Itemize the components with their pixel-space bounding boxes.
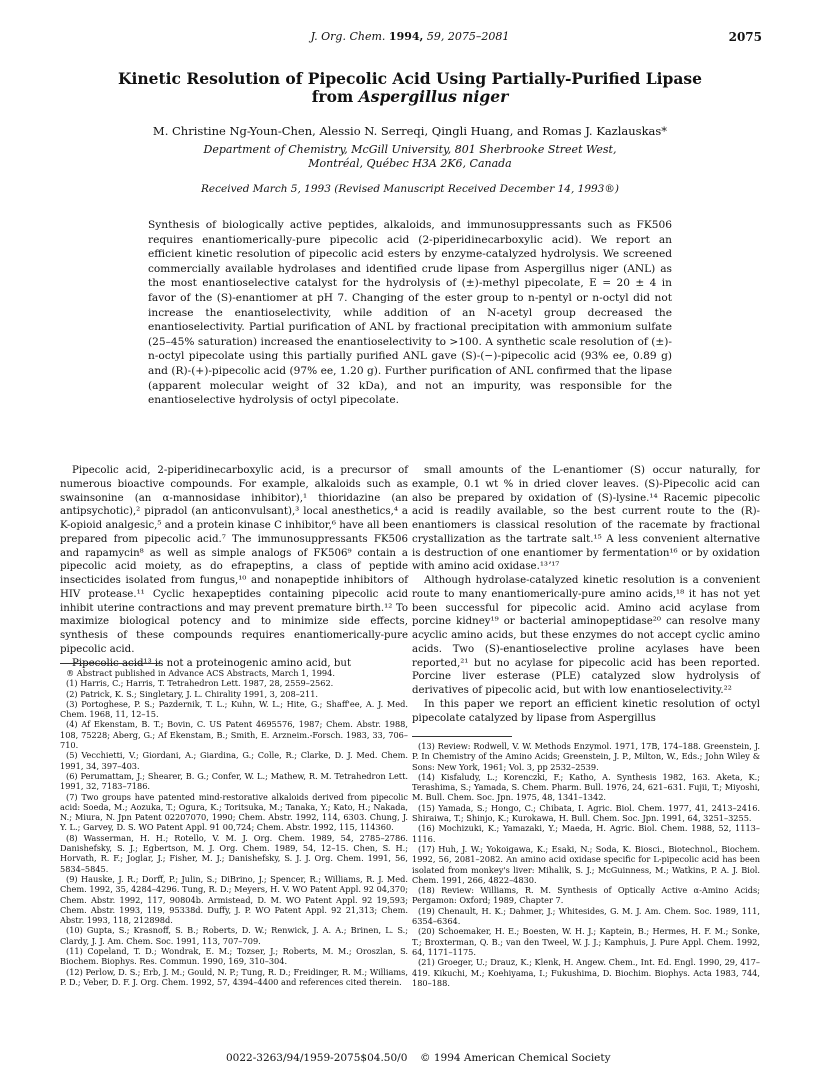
author-list: M. Christine Ng-Youn-Chen, Alessio N. Serreqi, Qingli Huang, and Romas J. Kazlauskas* [152, 124, 668, 138]
footnotes-left [60, 668, 408, 987]
footnote: (6) Perumattam, J.; Shearer, B. G.; Confer, W. L.; Mathew, R. M. Tetrahedron Lett. 1991, 32, 7183–7186. [60, 770, 408, 792]
journal-name: J. Org. Chem. [310, 30, 386, 43]
footnote: (19) Chenault, H. K.; Dahmer, J.; Whitesides, G. M. J. Am. Chem. Soc. 1989, 111, 6354–6364. [412, 905, 760, 927]
footnote: (21) Groeger, U.; Drauz, K.; Klenk, H. Angew. Chem., Int. Ed. Engl. 1990, 29, 417–419. Kikuchi, M.; Koehiyama, I.; Fukushima, D. Biochim. Biophys. Acta 1983, 744, 180–188. [412, 957, 760, 988]
title-line-2 [110, 88, 710, 106]
footnote: (2) Patrick, K. S.; Singletary, J. L. Chirality 1991, 3, 208–211. [66, 688, 319, 699]
affiliation-line-2: Montréal, Québec H3A 2K6, Canada [308, 157, 512, 170]
footnote-rule-right [412, 736, 512, 737]
body-column-left [60, 464, 408, 670]
copyright-notice: © 1994 American Chemical Society [420, 1052, 611, 1064]
received-date: Received March 5, 1993 (Revised Manuscript Received December 14, 1993®) [201, 183, 619, 195]
body-paragraph: Pipecolic acid¹³ is not a proteinogenic amino acid, but [72, 657, 352, 669]
footnote: (14) Kisfaludy, L.; Korenczki, F.; Katho, A. Synthesis 1982, 163. Aketa, K.; Terashima, S.; Yamada, S. Chem. Pharm. Bull. 1976, 24, 621–631. Fujii, T.; Miyoshi, M. Bull. Chem. Soc. Jpn. 1975, 48, 1341–1342. [412, 771, 760, 803]
page-number: 2075 [728, 30, 762, 44]
footnote: (12) Perlow, D. S.; Erb, J. M.; Gould, N. P.; Tung, R. D.; Freidinger, R. M.; Williams, P. D.; Veber, D. F. J. Org. Chem. 1992, 57, 4394–4400 and references cited therein. [60, 966, 408, 987]
footnote: (8) Wasserman, H. H.; Rotello, V. M. J. Org. Chem. 1989, 54, 2785–2786. Danishefsky, S. J.; Egbertson, M. J. Org. Chem. 1989, 54, 12–15. Chen, S. H.; Horvath, R. F.; Joglar, J.; Fisher, M. J.; Danishefsky, S. J. J. Org. Chem. 1991, 56, 5834–5845. [60, 832, 408, 874]
footnote: (1) Harris, C.; Harris, T. Tetrahedron Lett. 1987, 28, 2559–2562. [66, 678, 334, 689]
footnote-rule-left [60, 663, 160, 664]
article-title [110, 70, 710, 106]
running-head [0, 30, 820, 46]
footnote: (13) Review: Rodwell, V. W. Methods Enzymol. 1971, 17B, 174–188. Greenstein, J. P. In Chemistry of the Amino Acids; Greenstein, J. P., Milton, W., Eds.; John Wiley & Sons: New York, 1961; Vol. 3, pp 2532–2539. [412, 741, 760, 772]
footnote: (18) Review: Williams, R. M. Synthesis of Optically Active α-Amino Acids; Pergamon: Oxford; 1989, Chapter 7. [412, 885, 760, 906]
body-paragraph: Pipecolic acid, 2-piperidinecarboxylic acid, is a precursor of numerous bioactive compounds. For example, alkaloids such as swainsonine (an α-mannosidase inhibitor),¹ thioridazine (an antipsychotic),² pipradol (an anticonvulsant),³ local anesthetics,⁴ a K-opioid analgesic,⁵ and a protein kinase C inhibitor,⁶ have all been prepared from pipecolic acid.⁷ The immunosuppressants FK506 and rapamycin⁸ as well as simple analogs of FK506⁹ contain a pipecolic acid moiety, as do efrapeptins, a class of peptide insecticides isolated from fungus,¹⁰ and nonapeptide inhibitors of HIV protease.¹¹ Cyclic hexapeptides containing pipecolic acid inhibit uterine contractions and may prevent premature birth.¹² To maximize biological potency and to minimize side effects, synthesis of these compounds requires enantiomerically-pure pipecolic acid. [60, 465, 408, 655]
journal-volume: 59, [426, 30, 445, 43]
issn-code: 0022-3263/94/1959-2075$04.50/0 [226, 1052, 408, 1064]
footnotes-right [412, 741, 760, 988]
footnote: (3) Portoghese, P. S.; Pazdernik, T. L.; Kuhn, W. L.; Hite, G.; Shaff'ee, A. J. Med. Chem. 1968, 11, 12–15. [60, 698, 408, 720]
footnote: (9) Hauske, J. R.; Dorff, P.; Julin, S.; DiBrino, J.; Spencer, R.; Williams, R. J. Med. Chem. 1992, 35, 4284–4296. Tung, R. D.; Meyers, H. V. WO Patent Appl. 92 04,370; Chem. Abstr. 1992, 117, 90804b. Armistead, D. M. WO Patent Appl. 92 19,593; Chem. Abstr. 1993, 119, 95338d. Duffy, J. P. WO Patent Appl. 92 21,313; Chem. Abstr. 1993, 118, 212898d. [60, 873, 408, 926]
footnote: (10) Gupta, S.; Krasnoff, S. B.; Roberts, D. W.; Renwick, J. A. A.; Brinen, L. S.; Clardy, J. J. Am. Chem. Soc. 1991, 113, 707–709. [60, 925, 408, 946]
footnote: (5) Vecchietti, V.; Giordani, A.; Giardina, G.; Colle, R.; Clarke, D. J. Med. Chem. 1991, 34, 397–403. [60, 750, 408, 771]
body-paragraph: In this paper we report an efficient kinetic resolution of octyl pipecolate catalyzed by lipase from Aspergillus [412, 698, 760, 724]
title-line-2-prefix: from [311, 87, 359, 106]
abstract: Synthesis of biologically active peptides, alkaloids, and immunosuppressants such as FK506 requires enantiomerically-pure pipecolic acid (2-piperidinecarboxylic acid). We report an efficient kinetic resolution of pipecolic acid esters by enzyme-catalyzed hydrolysis. We screened commercially available hydrolases and identified crude lipase from Aspergillus niger (ANL) as the most enantioselective catalyst for the hydrolysis of (±)-methyl pipecolate, E = 20 ± 4 in favor of the (S)-enantiomer at pH 7. Changing of the ester group to n-pentyl or n-octyl did not increase the enantioselectivity, while addition of an N-acetyl group decreased the enantioselectivity. Partial purification of ANL by fractional precipitation with ammonium sulfate (25–45% saturation) increased the enantioselectivity to >100. A synthetic scale resolution of (±)-n-octyl pipecolate using this partially purified ANL gave (S)-(−)-pipecolic acid (93% ee, 0.89 g) and (R)-(+)-pipecolic acid (97% ee, 1.20 g). Further purification of ANL confirmed that the lipase (apparent molecular weight of 32 kDa), and not an impurity, was responsible for the enantioselective hydrolysis of octyl pipecolate. [148, 219, 672, 407]
footnote: (7) Two groups have patented mind-restorative alkaloids derived from pipecolic acid: Soeda, M.; Aozuka, T.; Ogura, K.; Toritsuka, M.; Tanaka, Y.; Kato, H.; Nakada, N.; Miura, N. Jpn Patent 02207070, 1990; Chem. Abstr. 1992, 114, 6303. Chung, J. Y. L.; Garvey, D. S. WO Patent Appl. 91 00,724; Chem. Abstr. 1992, 115, 114360. [60, 791, 408, 833]
title-organism: Aspergillus niger [358, 87, 509, 106]
body-column-right [412, 464, 760, 725]
body-paragraph: small amounts of the L-enantiomer (S) occur naturally, for example, 0.1 wt % in dried clover leaves. (S)-Pipecolic acid can also be prepared by oxidation of (S)-lysine.¹⁴ Racemic pipecolic acid is readily available, so the best current route to the (R)-enantiomers is classical resolution of the racemate by fractional crystallization as the tartrate salt.¹⁵ A less convenient alternative is destruction of one enantiomer by fermentation¹⁶ or by oxidation with amino acid oxidase.¹³ʼ¹⁷ [412, 465, 760, 573]
footnote: (17) Huh, J. W.; Yokoigawa, K.; Esaki, N.; Soda, K. Biosci., Biotechnol., Biochem. 1992, 56, 2081–2082. An amino acid oxidase specific for L-pipecolic acid has been isolated from monkey's liver: Mihalik, S. J.; McGuinness, M.; Watkins, P. A. J. Biol. Chem. 1991, 266, 4822–4830. [412, 843, 760, 885]
body-paragraph: Although hydrolase-catalyzed kinetic resolution is a convenient route to many enantiomerically-pure amino acids,¹⁸ it has not yet been successful for pipecolic acid. Amino acid acylase from porcine kidney¹⁹ or bacterial aminopeptidase²⁰ can resolve many acyclic amino acids, but these enzymes do not accept cyclic amino acids. Two (S)-enantioselective proline acylases have been reported,²¹ but no acylase for pipecolic acid has been reported. Porcine liver esterase (PLE) catalyzed slow hydrolysis of derivatives of pipecolic acid, but with low enantioselectivity.²² [412, 575, 760, 696]
affiliation [110, 143, 710, 171]
affiliation-line-1: Department of Chemistry, McGill University, 801 Sherbrooke Street West, [203, 143, 617, 156]
journal-pages: 2075–2081 [447, 30, 510, 43]
footnote: (20) Schoemaker, H. E.; Boesten, W. H. J.; Kaptein, B.; Hermes, H. F. M.; Sonke, T.; Broxterman, Q. B.; van den Tweel, W. J. J.; Kamphuis, J. Pure Appl. Chem. 1992, 64, 1171–1175. [412, 926, 760, 957]
journal-citation [0, 30, 820, 43]
footnote: (4) Af Ekenstam, B. T.; Bovin, C. US Patent 4695576, 1987; Chem. Abstr. 1988, 108, 75228; Aberg, G.; Af Ekenstam, B.; Smith, E. Arzneim.-Forsch. 1983, 33, 706–710. [60, 719, 408, 751]
title-line-1: Kinetic Resolution of Pipecolic Acid Using Partially-Purified Lipase [118, 69, 702, 88]
footnote: (15) Yamada, S.; Hongo, C.; Chibata, I. Agric. Biol. Chem. 1977, 41, 2413–2416. Shiraiwa, T.; Shinjo, K.; Kurokawa, H. Bull. Chem. Soc. Jpn. 1991, 64, 3251–3255. [412, 802, 760, 824]
footnote: ® Abstract published in Advance ACS Abstracts, March 1, 1994. [66, 668, 335, 678]
journal-year: 1994, [388, 30, 424, 43]
footnote: (11) Copeland, T. D.; Wondrak, E. M.; Tozser, J.; Roberts, M. M.; Oroszlan, S. Biochem. Biophys. Res. Commun. 1990, 169, 310–304. [60, 946, 408, 967]
footnote: (16) Mochizuki, K.; Yamazaki, Y.; Maeda, H. Agric. Biol. Chem. 1988, 52, 1113–1116. [412, 823, 760, 844]
